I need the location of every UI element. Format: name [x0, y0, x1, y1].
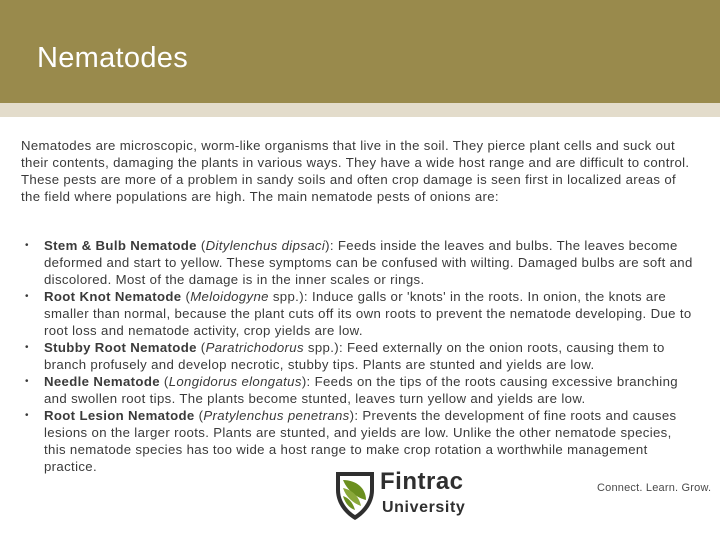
- pest-description: ): Feeds on the tips of the roots causing excessive branching and swollen root tips. The plants become stunted, leaves turn yellow and yields are low.: [44, 374, 678, 406]
- pest-description: ): Feeds inside the leaves and bulbs. The leaves become deformed and start to yellow. These symptoms can be confused with wilting. Damaged bulbs are soft and discolored. Most of the damage is in the inner scales or rings.: [44, 238, 693, 287]
- bullet-icon: •: [25, 376, 29, 387]
- pest-species: Pratylenchus penetrans: [203, 408, 350, 423]
- bullet-icon: •: [25, 342, 29, 353]
- nematode-list: [21, 237, 696, 475]
- pest-species: Meloidogyne: [190, 289, 269, 304]
- bullet-icon: •: [25, 291, 29, 302]
- pest-species: Ditylenchus dipsaci: [205, 238, 326, 253]
- pest-name: Root Knot Nematode: [44, 289, 182, 304]
- pest-name: Root Lesion Nematode: [44, 408, 195, 423]
- logo-subtitle: University: [382, 499, 466, 516]
- list-item: • Needle Nematode (Longidorus elongatus): Feeds on the tips of the roots causing excessive branching and swollen root tips. The plants become stunted, leaves turn yellow and yields are low.: [25, 374, 678, 406]
- pest-name: Stem & Bulb Nematode: [44, 238, 197, 253]
- pest-description: ): Prevents the development of fine roots and causes lesions on the larger roots. Plants are stunted, and yields are low. Unlike the other nematode species, this nematode species has too wide a host range to make crop rotation a worthwhile management practice.: [44, 408, 677, 474]
- leaf-shield-icon: [332, 468, 378, 522]
- pest-description: ): Feed externally on the onion roots, causing them to branch profusely and develop necrotic, stubby tips. Plants are stunted and yields are low.: [44, 340, 665, 372]
- bullet-icon: •: [25, 410, 29, 421]
- list-item: • Stubby Root Nematode (Paratrichodorus spp.): Feed externally on the onion roots, causing them to branch profusely and develop necrotic, stubby tips. Plants are stunted and yields are low.: [25, 340, 665, 372]
- title-divider: [0, 103, 720, 117]
- page-title: Nematodes: [37, 42, 188, 74]
- bullet-icon: •: [25, 240, 29, 251]
- pest-name: Stubby Root Nematode: [44, 340, 197, 355]
- list-item: • Stem & Bulb Nematode (Ditylenchus dipsaci): Feeds inside the leaves and bulbs. The leaves become deformed and start to yellow. These symptoms can be confused with wilting. Damaged bulbs are soft and discolored. Most of the damage is in the inner scales or rings.: [25, 238, 693, 287]
- logo-wordmark: Fintrac: [380, 468, 464, 495]
- pest-species: Paratrichodorus: [205, 340, 304, 355]
- list-item: • Root Lesion Nematode (Pratylenchus penetrans): Prevents the development of fine roots and causes lesions on the larger roots. Plants are stunted, and yields are low. Unlike the other nematode species, this nematode species has too wide a host range to make crop rotation a worthwhile management practice.: [25, 408, 677, 474]
- fintrac-logo: [332, 466, 712, 524]
- pest-name: Needle Nematode: [44, 374, 160, 389]
- pest-species: Longidorus elongatus: [168, 374, 302, 389]
- pest-description: ): Induce galls or 'knots' in the roots. In onion, the knots are smaller than normal, because the plant cuts off its own roots to prevent the nematode developing. Due to root loss and nematode activity, crop yields are low.: [44, 289, 692, 338]
- title-band: [0, 0, 720, 103]
- list-item: • Root Knot Nematode (Meloidogyne spp.): Induce galls or 'knots' in the roots. In onion, the knots are smaller than normal, because the plant cuts off its own roots to prevent the nematode developing. Due to root loss and nematode activity, crop yields are low.: [25, 289, 692, 338]
- intro-paragraph: Nematodes are microscopic, worm-like organisms that live in the soil. They pierce plant cells and suck out their contents, damaging the plants in various ways. They have a wide host range and are difficult to control. These pests are more of a problem in sandy soils and often crop damage is seen first in localized areas of the field where populations are high. The main nematode pests of onions are:: [21, 138, 690, 204]
- logo-tagline: Connect. Learn. Grow.: [597, 482, 712, 494]
